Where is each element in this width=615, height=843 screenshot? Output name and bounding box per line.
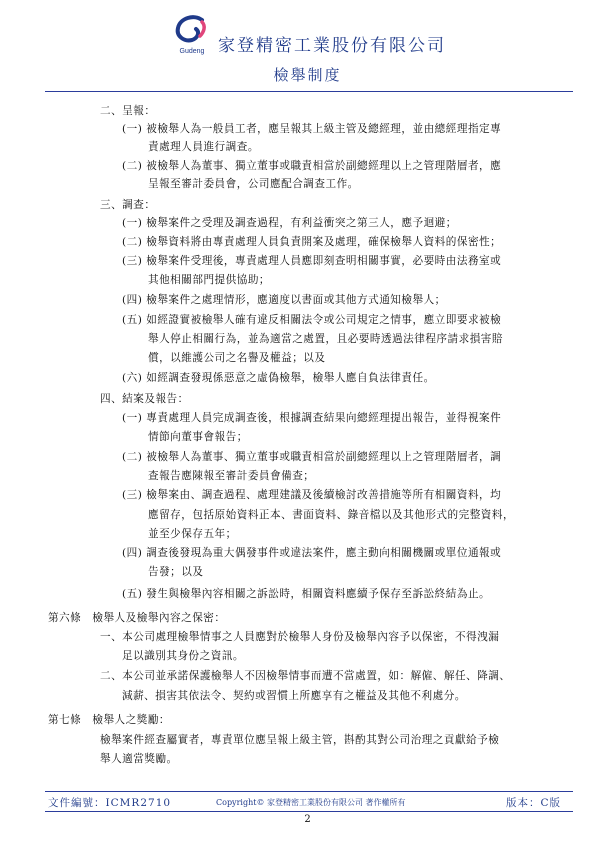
body-text-line: 檢舉案件經查屬實者，專責單位應呈報上級主管，斟酌其對公司治理之貢獻給予檢: [100, 734, 500, 746]
body-text-line: 情節向董事會報告；: [148, 431, 248, 443]
body-text-line: 第七條 檢舉人之獎勵：: [48, 714, 171, 726]
body-text-line: (二) 被檢舉人為董事、獨立董事或職責相當於副總經理以上之管理階層者，應: [122, 160, 502, 172]
body-text-line: (一) 被檢舉人為一般員工者，應呈報其上級主管及總經理，並由總經理指定專: [122, 123, 502, 135]
body-text-line: 舉人適當獎勵。: [100, 753, 178, 765]
body-text-line: 二、本公司並承諾保護檢舉人不因檢舉情事而遭不當處置，如：解僱、解任、降調、: [100, 670, 511, 682]
footer-rule: [45, 791, 573, 792]
body-text-line: 四、結案及報告：: [100, 393, 189, 405]
body-text-line: (二) 被檢舉人為董事、獨立董事或職責相當於副總經理以上之管理階層者，調: [122, 451, 502, 463]
body-text-line: (五) 如經證實被檢舉人確有違反相關法令或公司規定之情事，應立即要求被檢: [122, 314, 502, 326]
body-text-line: (六) 如經調查發現係惡意之虛偽檢舉，檢舉人應自負法律責任。: [122, 372, 435, 384]
body-text-line: (五) 發生與檢舉內容相關之訴訟時，相關資料應續予保存至訴訟終結為止。: [122, 588, 491, 600]
body-text-line: (一) 專責處理人員完成調查後，根據調查結果向總經理提出報告，並得視案件: [122, 412, 502, 424]
document-version: 版本：C版: [506, 797, 562, 809]
body-text-line: 其他相關部門提供協助；: [148, 274, 271, 286]
body-text-line: 舉人停止相關行為，並為適當之處置，且必要時透過法律程序請求損害賠: [148, 333, 503, 345]
body-text-line: 呈報至審計委員會，公司應配合調查工作。: [148, 178, 359, 190]
body-text-line: (四) 檢舉案件之處理情形，應適度以書面或其他方式通知檢舉人；: [122, 294, 446, 306]
body-text-line: 足以識別其身份之資訊。: [122, 650, 245, 662]
body-text-line: 應留存，包括原始資料正本、書面資料、錄音檔以及其他形式的完整資料，: [148, 509, 515, 521]
body-text-line: 告發；以及: [148, 566, 204, 578]
body-text-line: 查報告應陳報至審計委員會備查；: [148, 470, 315, 482]
body-text-line: (三) 檢舉案件受理後，專責處理人員應即刻查明相關事實，必要時由法務室或: [122, 255, 502, 267]
body-text-line: 第六條 檢舉人及檢舉內容之保密：: [48, 612, 226, 624]
page-footer: [0, 795, 615, 815]
body-text-line: (二) 檢舉資料將由專責處理人員負責開案及處理，確保檢舉人資料的保密性；: [122, 236, 502, 248]
body-text-line: 償，以維護公司之名譽及權益；以及: [148, 352, 326, 364]
logo-text: Gudeng: [179, 48, 205, 55]
body-text-line: 減薪、損害其依法令、契約或習慣上所應享有之權益及其他不利處分。: [122, 690, 466, 702]
body-text-line: 二、呈報：: [100, 105, 156, 117]
body-text-line: 並至少保存五年；: [148, 528, 237, 540]
body-text-line: 一、本公司處理檢舉情事之人員應對於檢舉人身份及檢舉內容予以保密，不得洩漏: [100, 631, 500, 643]
page-number: 2: [304, 814, 311, 825]
document-number: 文件編號：ICMR2710: [48, 797, 172, 809]
body-text-line: (一) 檢舉案件之受理及調查過程，有利益衝突之第三人，應予迴避；: [122, 217, 457, 229]
body-text-line: (四) 調查後發現為重大偶發事件或違法案件，應主動向相關機關或單位通報或: [122, 547, 502, 559]
copyright-notice: Copyright© 家登精密工業股份有限公司 著作權所有: [216, 798, 406, 807]
body-text-line: 三、調查：: [100, 199, 156, 211]
footer-bottom-rule: [45, 811, 573, 812]
body-text-line: (三) 檢舉案由、調查過程、處理建議及後續檢討改善措施等所有相關資料，均: [122, 489, 502, 501]
document-title: 檢舉制度: [273, 66, 342, 84]
body-text-line: 責處理人員進行調查。: [148, 141, 259, 153]
company-name: 家登精密工業股份有限公司: [218, 36, 446, 56]
